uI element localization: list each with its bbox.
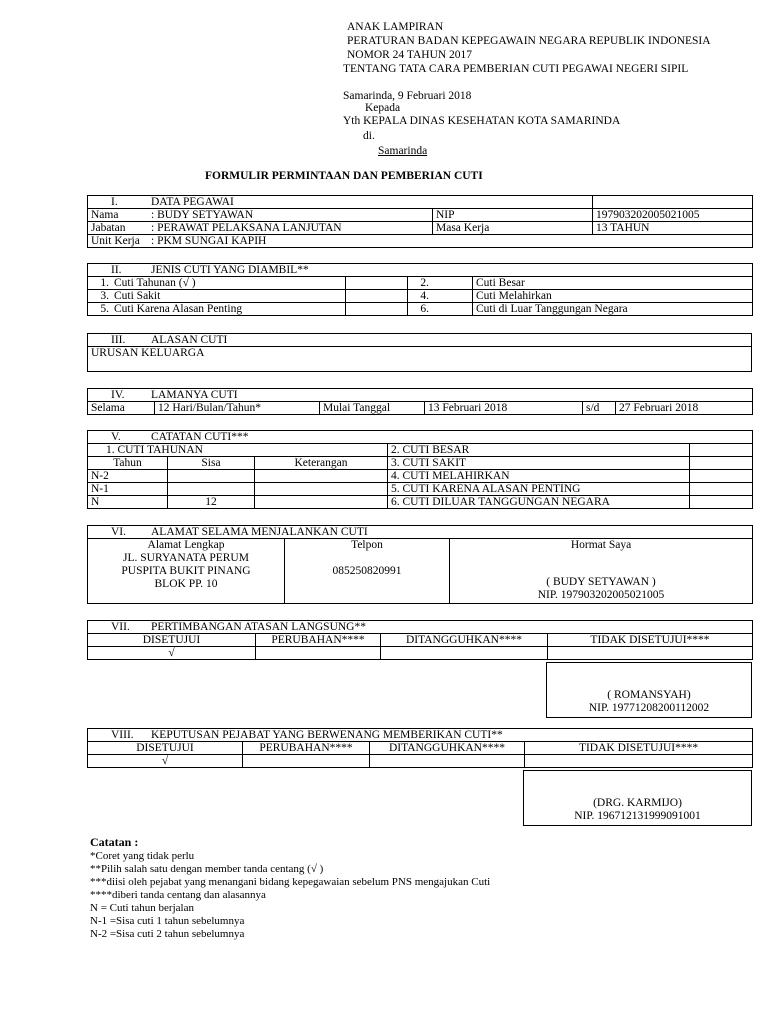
pemohon-nama: ( BUDY SETYAWAN ) bbox=[546, 576, 656, 588]
section-number: II. bbox=[111, 264, 122, 276]
section-title: DATA PEGAWAI bbox=[151, 196, 234, 208]
nama-label: Nama bbox=[91, 209, 119, 221]
pejabat-nama: (DRG. KARMIJO) bbox=[593, 797, 682, 809]
masa-kerja-value: 13 TAHUN bbox=[593, 222, 753, 235]
col-tahun: Tahun bbox=[88, 457, 168, 470]
catatan-right-2: 3. CUTI SAKIT bbox=[388, 457, 690, 470]
checkmark-disetujui: √ bbox=[88, 647, 256, 660]
row-sisa bbox=[168, 470, 255, 483]
note-line: N-1 =Sisa cuti 1 tahun sebelumnya bbox=[90, 915, 245, 927]
alamat-line: PUSPITA BUKIT PINANG bbox=[121, 565, 251, 577]
section-catatan-cuti bbox=[87, 430, 753, 509]
catatan-right-1: 2. CUTI BESAR bbox=[388, 444, 690, 457]
hormat-label: Hormat Saya bbox=[570, 539, 632, 551]
col-sisa: Sisa bbox=[168, 457, 255, 470]
col-disetujui: DISETUJUI bbox=[88, 634, 256, 647]
note-line: N = Cuti tahun berjalan bbox=[90, 902, 194, 914]
col-ditangguhkan: DITANGGUHKAN**** bbox=[381, 634, 548, 647]
jenis-cuti-alasan-penting: Cuti Karena Alasan Penting bbox=[114, 303, 243, 315]
atasan-signature-box bbox=[546, 662, 752, 718]
section-number: III. bbox=[111, 334, 126, 346]
to-label: Kepada bbox=[365, 102, 401, 114]
section-number: V. bbox=[111, 431, 121, 443]
section-title: KEPUTUSAN PEJABAT YANG BERWENANG MEMBERIKAN CUTI** bbox=[151, 729, 503, 741]
catatan-right-5: 6. CUTI DILUAR TANGGUNGAN NEGARA bbox=[388, 496, 690, 509]
atasan-nip: NIP. 19771208200112002 bbox=[588, 702, 710, 714]
notes bbox=[90, 835, 490, 941]
row-sisa: 12 bbox=[168, 496, 255, 509]
catatan-right-3: 4. CUTI MELAHIRKAN bbox=[388, 470, 690, 483]
section-number: IV. bbox=[111, 389, 125, 401]
selama-label: Selama bbox=[88, 402, 155, 415]
section-title: CATATAN CUTI*** bbox=[151, 431, 249, 443]
header-line-2: PERATURAN BADAN KEPEGAWAIN NEGARA REPUBLIK INDONESIA bbox=[347, 35, 711, 47]
recipient: Yth KEPALA DINAS KESEHATAN KOTA SAMARINDA bbox=[343, 115, 621, 127]
telpon-value: 085250820991 bbox=[332, 565, 402, 577]
header-line-1: ANAK LAMPIRAN bbox=[347, 21, 444, 33]
col-disetujui: DISETUJUI bbox=[88, 742, 243, 755]
row-tahun: N-1 bbox=[88, 483, 168, 496]
section-number: I. bbox=[111, 196, 118, 208]
nip-value: 197903202005021005 bbox=[593, 209, 753, 222]
pejabat-signature-box bbox=[523, 770, 752, 826]
checkmark-disetujui: √ bbox=[88, 755, 243, 768]
item-number: 3. bbox=[100, 290, 109, 302]
section-jenis-cuti bbox=[87, 263, 753, 316]
item-number: 6. bbox=[420, 303, 429, 315]
col-perubahan: PERUBAHAN**** bbox=[243, 742, 370, 755]
di-label: di. bbox=[363, 130, 375, 142]
jenis-cuti-sakit: Cuti Sakit bbox=[114, 290, 161, 302]
section-title: LAMANYA CUTI bbox=[151, 389, 238, 401]
col-tidak-disetujui: TIDAK DISETUJUI**** bbox=[525, 742, 753, 755]
sampai-value: 27 Februari 2018 bbox=[616, 402, 753, 415]
jenis-cuti-melahirkan: Cuti Melahirkan bbox=[473, 290, 753, 303]
telpon-label: Telpon bbox=[351, 539, 383, 551]
mulai-label: Mulai Tanggal bbox=[320, 402, 425, 415]
mulai-value: 13 Februari 2018 bbox=[425, 402, 583, 415]
section-title: ALAMAT SELAMA MENJALANKAN CUTI bbox=[151, 526, 368, 538]
place-date: Samarinda, 9 Februari 2018 bbox=[343, 90, 472, 102]
form-title: FORMULIR PERMINTAAN DAN PEMBERIAN CUTI bbox=[205, 170, 483, 182]
unit-kerja-label: Unit Kerja bbox=[91, 235, 140, 247]
alamat-line: JL. SURYANATA PERUM bbox=[123, 552, 249, 564]
section-pertimbangan-atasan bbox=[87, 620, 753, 660]
jenis-cuti-besar: Cuti Besar bbox=[473, 277, 753, 290]
note-line: *Coret yang tidak perlu bbox=[90, 850, 195, 862]
section-title: ALASAN CUTI bbox=[151, 334, 228, 346]
pejabat-nip: NIP. 196712131999091001 bbox=[574, 810, 701, 822]
note-line: N-2 =Sisa cuti 2 tahun sebelumnya bbox=[90, 928, 245, 940]
catatan-right-4: 5. CUTI KARENA ALASAN PENTING bbox=[388, 483, 690, 496]
section-number: VIII. bbox=[111, 729, 134, 741]
note-line: **Pilih salah satu dengan member tanda centang (√ ) bbox=[90, 863, 324, 875]
section-alasan-cuti bbox=[87, 333, 752, 372]
item-number: 2. bbox=[420, 277, 429, 289]
note-line: ***diisi oleh pejabat yang menangani bidang kepegawaian sebelum PNS mengajukan Cuti bbox=[90, 876, 491, 888]
note-line: ****diberi tanda centang dan alasannya bbox=[90, 889, 266, 901]
section-number: VII. bbox=[111, 621, 130, 633]
row-sisa bbox=[168, 483, 255, 496]
jenis-cuti-luar-tanggungan: Cuti di Luar Tanggungan Negara bbox=[473, 303, 753, 316]
alasan-value: URUSAN KELUARGA bbox=[88, 347, 752, 372]
col-keterangan: Keterangan bbox=[255, 457, 388, 470]
row-tahun: N bbox=[88, 496, 168, 509]
masa-kerja-label: Masa Kerja bbox=[433, 222, 593, 235]
jabatan-label: Jabatan bbox=[91, 222, 126, 234]
section-title: JENIS CUTI YANG DIAMBIL** bbox=[151, 264, 309, 276]
col-ditangguhkan: DITANGGUHKAN**** bbox=[370, 742, 525, 755]
sd-label: s/d bbox=[583, 402, 616, 415]
section-data-pegawai bbox=[87, 195, 753, 248]
header-line-4: TENTANG TATA CARA PEMBERIAN CUTI PEGAWAI NEGERI SIPIL bbox=[343, 63, 689, 75]
header-line-3: NOMOR 24 TAHUN 2017 bbox=[347, 49, 473, 61]
nama-value: : BUDY SETYAWAN bbox=[151, 209, 254, 221]
atasan-nama: ( ROMANSYAH) bbox=[607, 689, 691, 701]
alamat-label: Alamat Lengkap bbox=[147, 539, 225, 551]
city: Samarinda bbox=[378, 145, 428, 157]
section-lamanya-cuti bbox=[87, 388, 753, 415]
unit-kerja-value: : PKM SUNGAI KAPIH bbox=[151, 235, 267, 247]
section-number: VI. bbox=[111, 526, 127, 538]
durasi-value: 12 Hari/Bulan/Tahun* bbox=[155, 402, 320, 415]
pemohon-nip: NIP. 197903202005021005 bbox=[537, 589, 665, 601]
item-number: 1. bbox=[100, 277, 109, 289]
jenis-cuti-tahunan: Cuti Tahunan (√ ) bbox=[114, 277, 196, 289]
section-alamat bbox=[87, 525, 753, 604]
notes-title: Catatan : bbox=[90, 835, 139, 849]
alamat-line: BLOK PP. 10 bbox=[154, 578, 218, 590]
col-tidak-disetujui: TIDAK DISETUJUI**** bbox=[548, 634, 753, 647]
jabatan-value: : PERAWAT PELAKSANA LANJUTAN bbox=[151, 222, 342, 234]
nip-label: NIP bbox=[433, 209, 593, 222]
col-perubahan: PERUBAHAN**** bbox=[256, 634, 381, 647]
section-title: PERTIMBANGAN ATASAN LANGSUNG** bbox=[151, 621, 366, 633]
section-keputusan-pejabat bbox=[87, 728, 753, 768]
cuti-tahunan-label: 1. CUTI TAHUNAN bbox=[88, 444, 388, 457]
item-number: 4. bbox=[420, 290, 429, 302]
item-number: 5. bbox=[100, 303, 109, 315]
row-tahun: N-2 bbox=[88, 470, 168, 483]
